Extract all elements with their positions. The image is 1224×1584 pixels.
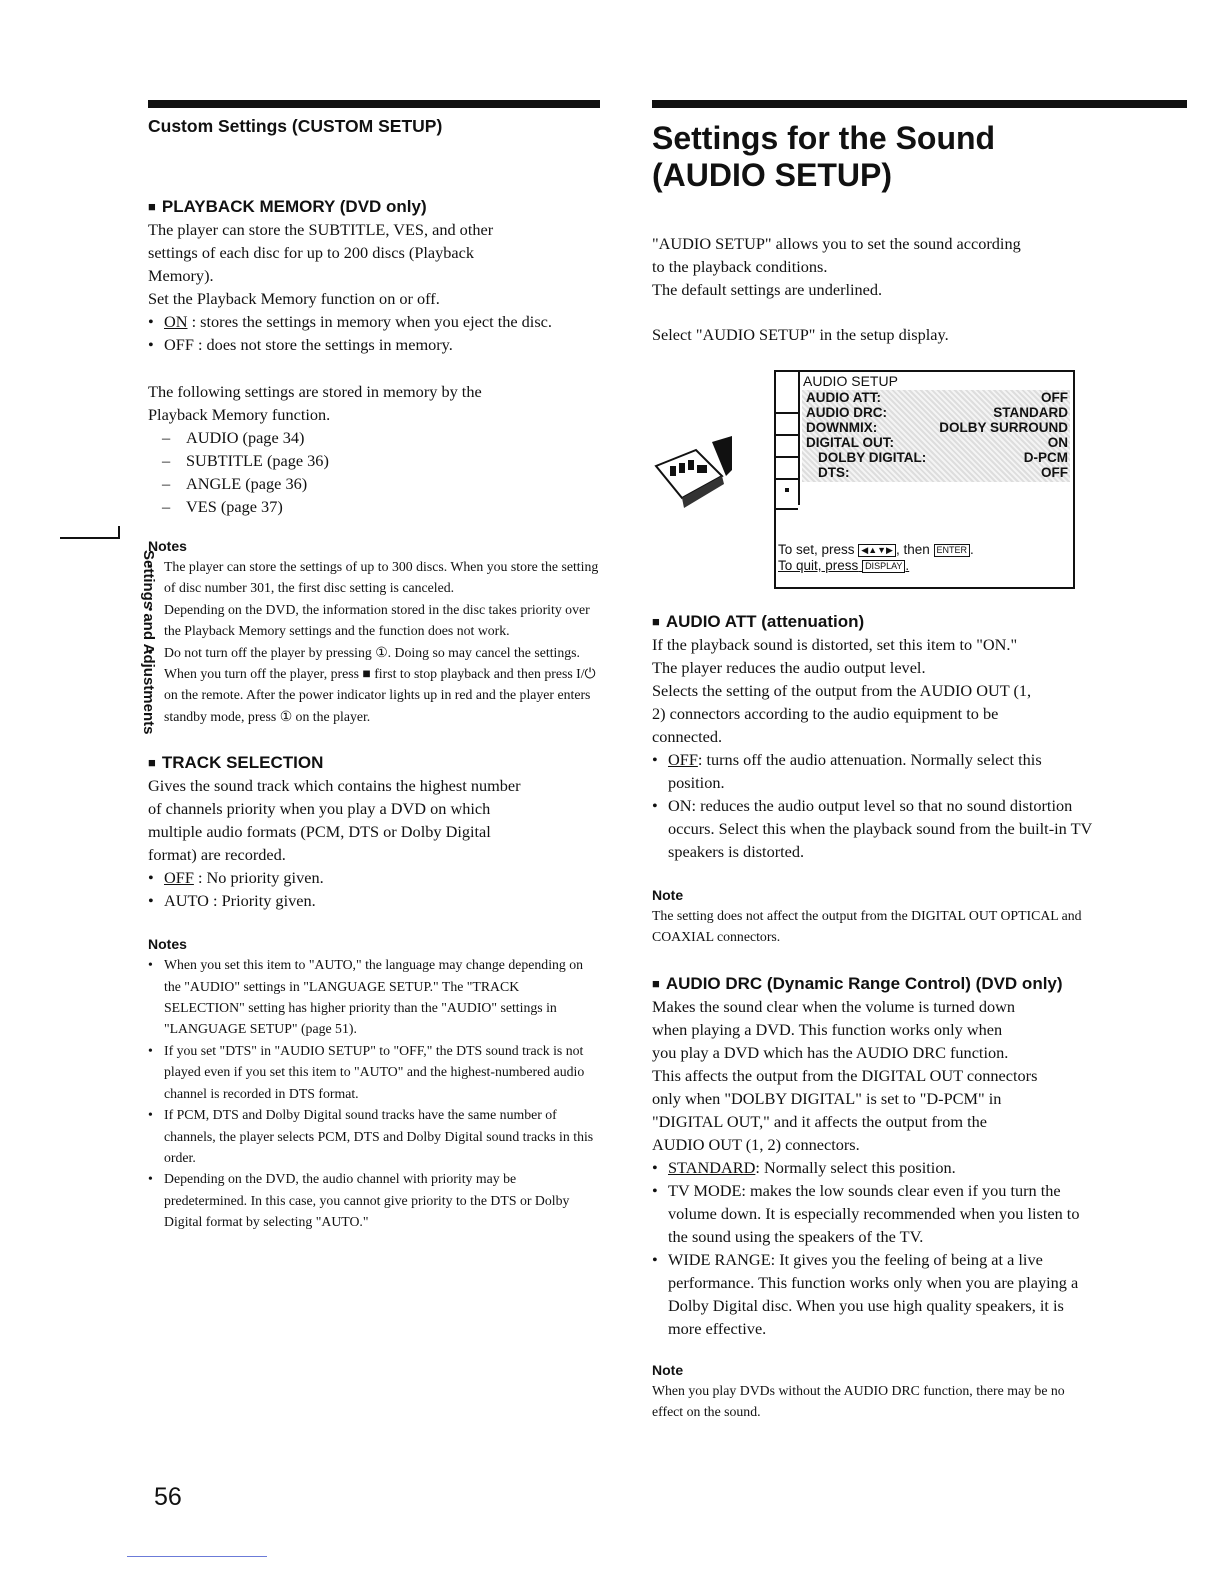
tab-line [60,537,120,539]
audio-setup-osd [774,370,1075,589]
intro-line: to the playback conditions. [652,257,828,276]
ts-line: Gives the sound track which contains the highest number [148,776,521,796]
osd-tab-icon [776,414,798,436]
pm-stored-intro: Playback Memory function. [148,405,331,424]
pm-notes-title: Notes [148,538,187,554]
track-selection-heading: ■ TRACK SELECTION [148,753,324,773]
att-note-title: Note [652,887,684,903]
osd-row: AUDIO DRC: STANDARD [806,405,1068,420]
side-tab [60,520,157,820]
drc-line: Makes the sound clear when the volume is turned down [652,996,1016,1016]
osd-row: DTS: OFF [818,465,1068,480]
ts-options [148,866,600,912]
square-bullet-icon: ■ [148,199,156,214]
display-key-icon: DISPLAY [862,560,905,573]
osd-icon-column [776,392,800,510]
drc-option-tv-mode: • TV MODE: makes the low sounds clear even if you turn the volume down. It is especially recommended when you listen to the sound using the speakers of the TV. [652,1179,1092,1248]
right-column [652,100,1187,1423]
drc-line: "DIGITAL OUT," and it affects the output from the [652,1111,987,1131]
drc-note-title: Note [652,1361,684,1378]
drc-line: you play a DVD which has the AUDIO DRC function. [652,1042,1009,1062]
side-tab-label: Settings and Adjustments [140,550,157,735]
note-item: • Do not turn off the player by pressing ①. Doing so may cancel the settings. When you turn off the player, press ■ first to stop playback and then press I/⏻ on the remote. After the power indicator lights up in red and the player enters standby mode, press ① on the player. [148,642,600,728]
pm-stored-list [148,426,600,518]
osd-footer-set: To set, press ◀▲▼▶ , then ENTER . [778,542,974,557]
att-line: The player reduces the audio output level. [652,658,926,677]
pm-notes [148,556,600,727]
drc-line: This affects the output from the DIGITAL OUT connectors [652,1065,1038,1085]
att-option-on: • ON: reduces the audio output level so that no sound distortion occurs. Select this when the playback sound from the built-in TV speakers is distorted. [652,794,1092,863]
list-item: – AUDIO (page 34) [162,426,600,449]
right-top-rule [652,100,1187,108]
ts-line: of channels priority when you play a DVD on which [148,799,491,819]
enter-key-icon: ENTER [934,544,971,557]
note-item: • When you set this item to "AUTO," the language may change depending on the "AUDIO" settings in "LANGUAGE SETUP." The "TRACK SELECTION" setting has higher priority than the "AUDIO" settings in "LANGUAGE SETUP" (page 51). [148,954,600,1040]
pm-option-off: • OFF : does not store the settings in memory. [148,333,600,356]
pm-line: Set the Playback Memory function on or off. [148,289,440,308]
audio-att-heading: ■ AUDIO ATT (attenuation) [652,612,865,631]
setup-display-figure [652,370,1187,590]
ts-option-off: • OFF : No priority given. [148,866,600,889]
pm-options [148,310,600,356]
att-line: If the playback sound is distorted, set this item to "ON." [652,635,1018,654]
osd-footer [778,542,974,574]
att-line: Selects the setting of the output from the AUDIO OUT (1, [652,681,1032,700]
att-note: The setting does not affect the output from the DIGITAL OUT OPTICAL and COAXIAL connectors. [652,908,1082,945]
ts-notes [148,954,600,1232]
ts-line: multiple audio formats (PCM, DTS or Dolby Digital [148,822,491,842]
audio-drc-section [652,972,1092,1423]
pm-line: Memory). [148,266,214,285]
note-item: • Depending on the DVD, the information stored in the disc takes priority over the Playback Memory settings and the function does not work. [148,599,600,642]
square-bullet-icon: ■ [652,975,660,991]
list-item: – VES (page 37) [162,495,600,518]
osd-tab-icon [776,392,798,414]
osd-row: AUDIO ATT: OFF [806,390,1068,405]
osd-tab-icon [776,436,798,458]
note-item: • The player can store the settings of up to 300 discs. When you store the setting of disc number 301, the first disc setting is canceled. [148,556,600,599]
arrow-keys-icon: ◀▲▼▶ [858,544,896,557]
list-item: – ANGLE (page 36) [162,472,600,495]
square-bullet-icon: ■ [652,614,660,629]
track-selection-section [148,751,600,1232]
left-column [148,100,600,1233]
drc-options [652,1156,1092,1340]
page-title: Settings for the Sound (AUDIO SETUP) [652,120,996,193]
osd-tab-icon-selected [776,488,798,510]
note-item: • If you set "DTS" in "AUDIO SETUP" to "OFF," the DTS sound track is not played even if you set this item to "AUTO" and the highest-numbered audio channel is recorded in DTS format. [148,1040,600,1104]
osd-row: DOLBY DIGITAL: D-PCM [818,450,1068,465]
att-option-off: • OFF: turns off the audio attenuation. Normally select this position. [652,748,1092,794]
intro-block [652,232,1187,346]
pm-line: settings of each disc for up to 200 discs (Playback [148,243,475,262]
note-item: • If PCM, DTS and Dolby Digital sound tracks have the same number of channels, the player selects PCM, DTS and Dolby Digital sound tracks in this order. [148,1104,600,1168]
att-line: 2) connectors according to the audio equipment to be [652,704,999,723]
drc-line: only when "DOLBY DIGITAL" is set to "D-PCM" in [652,1088,1002,1108]
drc-note: When you play DVDs without the AUDIO DRC function, there may be no effect on the sound. [652,1382,1065,1420]
ts-option-auto: • AUTO : Priority given. [148,889,600,912]
att-options [652,748,1092,863]
audio-drc-heading: ■ AUDIO DRC (Dynamic Range Control) (DVD only) [652,973,1063,993]
drc-option-standard: • STANDARD: Normally select this position. [652,1156,1092,1179]
osd-row: DOWNMIX: DOLBY SURROUND [806,420,1068,435]
intro-line: "AUDIO SETUP" allows you to set the sound according [652,234,1021,253]
bottom-link-line [127,1556,267,1557]
tab-tick [118,526,120,539]
select-line: Select "AUDIO SETUP" in the setup display. [652,325,949,344]
left-top-rule [148,100,600,108]
playback-memory-heading: ■ PLAYBACK MEMORY (DVD only) [148,197,427,216]
intro-line: The default settings are underlined. [652,280,883,299]
note-item: • Depending on the DVD, the audio channel with priority may be predetermined. In this case, you cannot give priority to the DTS or Dolby Digital format by selecting "AUTO." [148,1168,600,1232]
drc-line: when playing a DVD. This function works only when [652,1019,1003,1039]
osd-row: DIGITAL OUT: ON [806,435,1068,450]
playback-memory-section [148,195,600,727]
pm-line: The player can store the SUBTITLE, VES, and other [148,220,494,239]
ts-line: format) are recorded. [148,845,286,865]
ts-notes-title: Notes [148,936,187,953]
list-item: – SUBTITLE (page 36) [162,449,600,472]
square-bullet-icon: ■ [148,755,156,771]
drc-option-wide-range: • WIDE RANGE: It gives you the feeling of being at a live performance. This function works only when you are playing a Dolby Digital disc. When you use high quality speakers, it is more effective. [652,1248,1092,1340]
osd-menu [802,390,1070,482]
pm-option-on: • ON : stores the settings in memory when you eject the disc. [148,310,600,333]
osd-title: AUDIO SETUP [803,373,898,389]
page-number: 56 [154,1483,182,1511]
att-line: connected. [652,727,723,746]
pm-stored-intro: The following settings are stored in memory by the [148,382,482,401]
osd-footer-quit: To quit, press DISPLAY . [778,558,910,573]
osd-tab-icon [776,458,798,480]
section-title: Custom Settings (CUSTOM SETUP) [148,116,443,136]
remote-control-icon [652,436,732,512]
audio-att-section [652,610,1187,948]
drc-line: AUDIO OUT (1, 2) connectors. [652,1134,860,1154]
